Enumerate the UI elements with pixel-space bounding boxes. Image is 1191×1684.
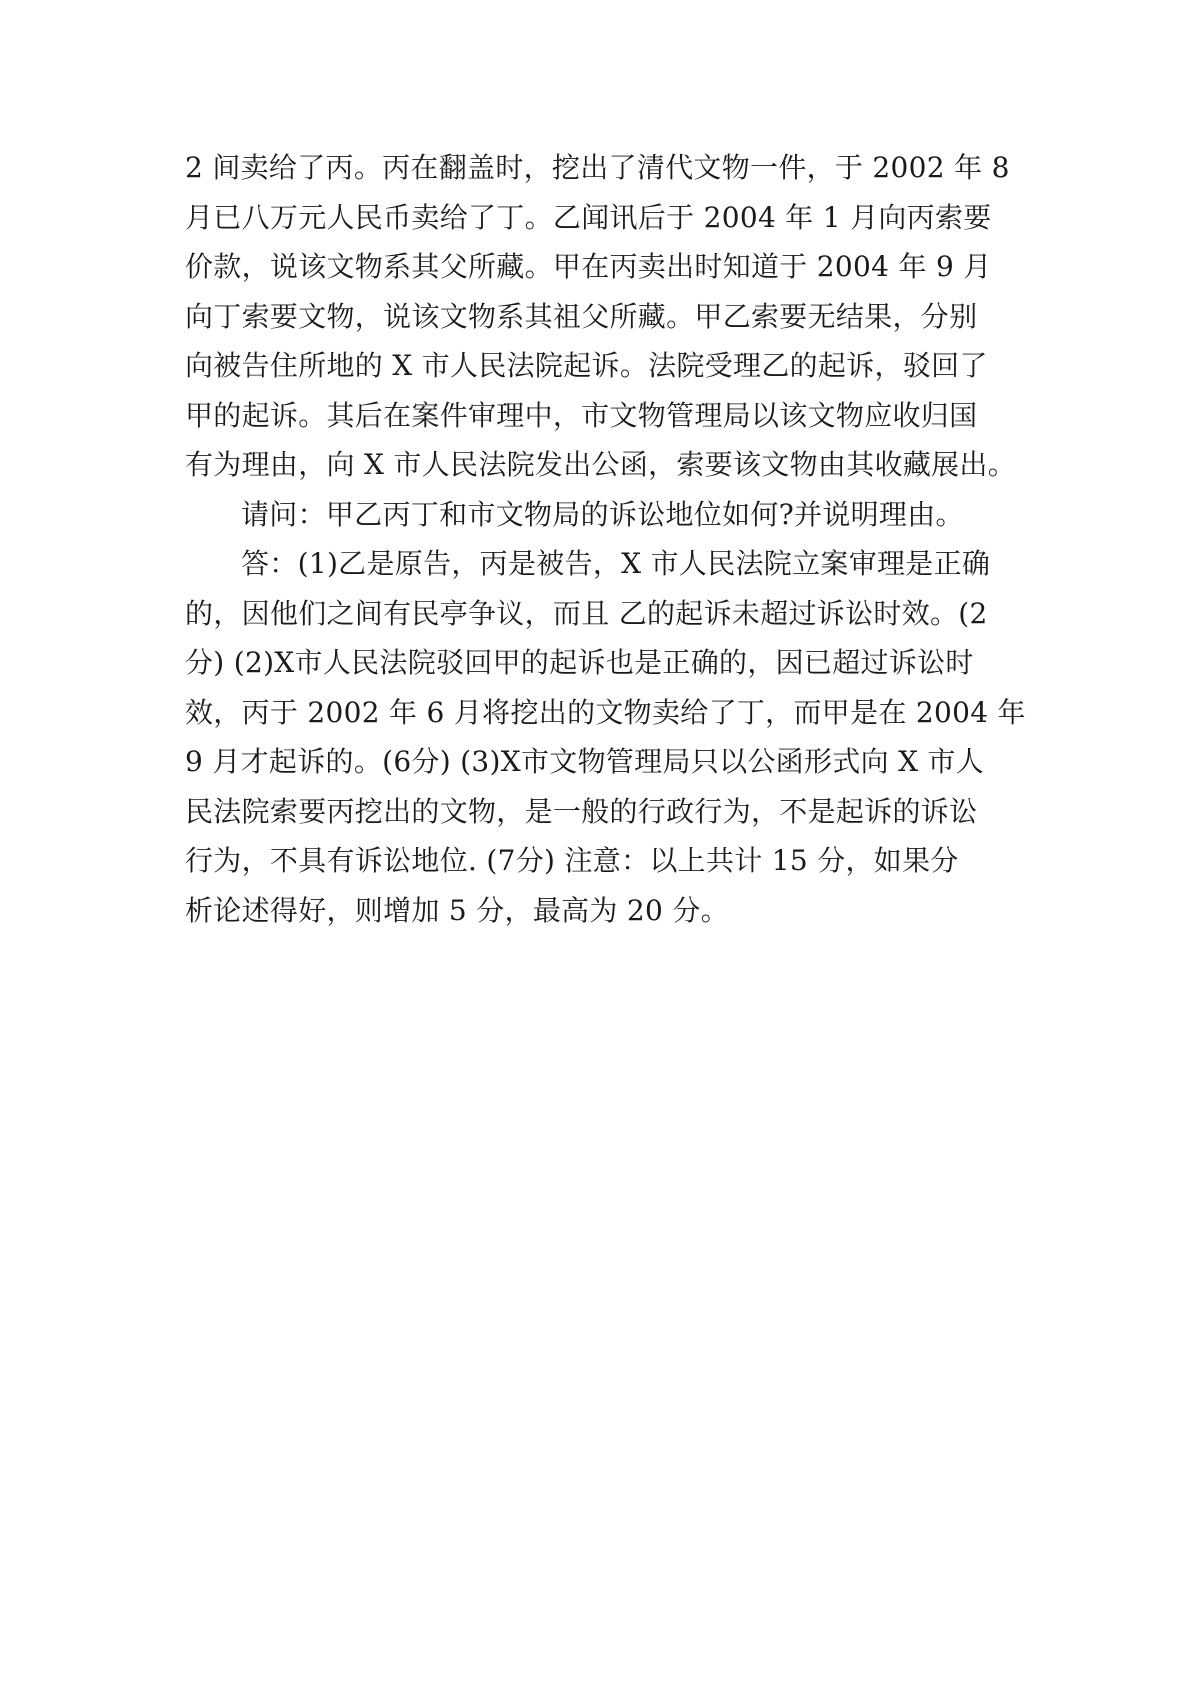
paragraph-line: 有为理由，向 X 市人民法院发出公函，索要该文物由其收藏展出。 [185,448,1017,481]
answer-line: 的，因他们之间有民亭争议，而且 乙的起诉未超过诉讼时效。(2 [185,596,988,630]
answer-line: 9 月才起诉的。(6分) (3)X市文物管理局只以公函形式向 X 市人 [185,745,985,778]
paragraph-line: 甲的起诉。其后在案件审理中，市文物管理局以该文物应收归国 [185,398,978,432]
answer-line: 答：(1)乙是原告，丙是被告，X 市人民法院立案审理是正确 [241,547,991,580]
paragraph-line: 2 间卖给了丙。丙在翻盖时，挖出了清代文物一件，于 2002 年 8 [185,151,1010,184]
paragraph-line: 价款，说该文物系其父所藏。甲在丙卖出时知道于 2004 年 9 月 [185,250,992,283]
paragraph-line: 向被告住所地的 X 市人民法院起诉。法院受理乙的起诉，驳回了 [185,349,988,382]
document-body [185,143,1026,935]
paragraph-line: 向丁索要文物，说该文物系其祖父所藏。甲乙索要无结果，分别 [185,299,978,333]
answer-line: 民法院索要丙挖出的文物，是一般的行政行为，不是起诉的诉讼 [185,794,978,828]
question-line: 请问：甲乙丙丁和市文物局的诉讼地位如何?并说明理由。 [241,497,964,531]
answer-line: 行为，不具有诉讼地位. (7分) 注意：以上共计 15 分，如果分 [185,844,959,877]
answer-line: 效，丙于 2002 年 6 月将挖出的文物卖给了丁，而甲是在 2004 年 [185,695,1026,729]
answer-line: 分) (2)X市人民法院驳回甲的起诉也是正确的，因已超过诉讼时 [185,646,974,679]
paragraph-line: 月已八万元人民币卖给了丁。乙闻讯后于 2004 年 1 月向丙索要 [185,200,992,234]
answer-line: 析论述得好，则增加 5 分，最高为 20 分。 [185,893,729,927]
